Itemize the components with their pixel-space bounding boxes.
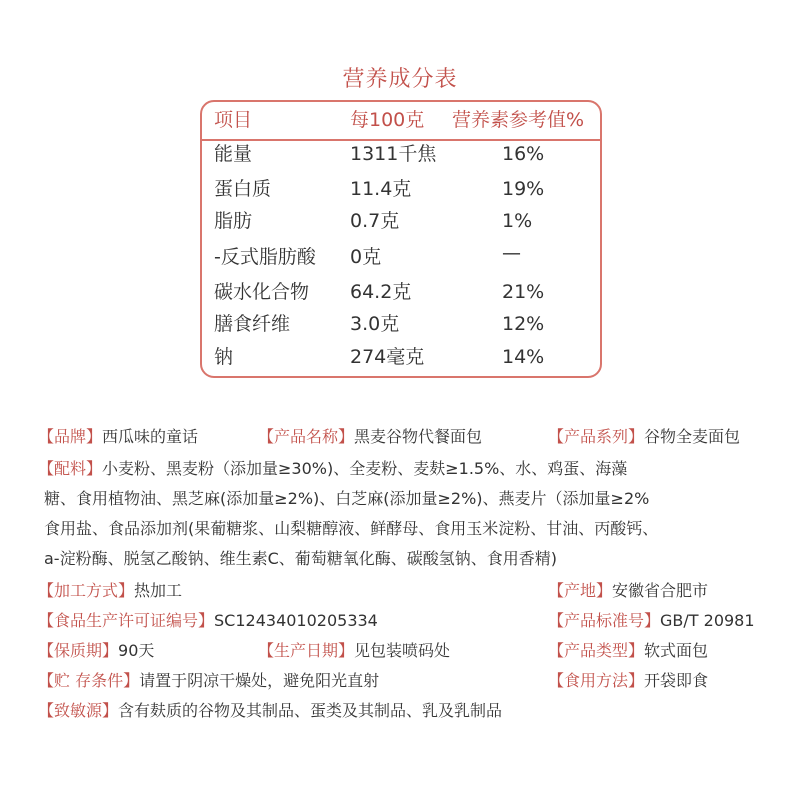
allergens-field — [38, 700, 502, 722]
ingredients-label: 【配料】 — [38, 459, 103, 478]
header-nrv: 营养素参考值% — [452, 109, 585, 131]
product-name-label: 【产品名称】 — [258, 427, 355, 446]
row-energy-name: 能量 — [214, 143, 253, 165]
product-type-field — [548, 640, 708, 662]
row-carbs-amount: 64.2克 — [350, 281, 412, 303]
shelf-life-field — [38, 640, 154, 662]
header-item: 项目 — [214, 109, 253, 131]
processing-label: 【加工方式】 — [38, 581, 135, 600]
row-fiber-amount: 3.0克 — [350, 313, 400, 335]
standard-value: GB/T 20981 — [660, 611, 755, 630]
allergens-label: 【致敏源】 — [38, 701, 119, 720]
row-fat-amount: 0.7克 — [350, 210, 400, 232]
product-series-field — [548, 426, 740, 448]
origin-field — [548, 580, 708, 602]
ingredients-line-1: 小麦粉、黑麦粉（添加量≥30%)、全麦粉、麦麸≥1.5%、水、鸡蛋、海藻 — [102, 459, 628, 478]
standard-label: 【产品标准号】 — [548, 611, 661, 630]
standard-field — [548, 610, 755, 632]
storage-field — [38, 670, 379, 692]
product-series-label: 【产品系列】 — [548, 427, 645, 446]
ingredients-line-4: a-淀粉酶、脱氢乙酸钠、维生素C、葡萄糖氧化酶、碳酸氢钠、食用香精) — [44, 549, 557, 568]
product-type-value: 软式面包 — [644, 641, 709, 660]
row-trans-fat-name: -反式脂肪酸 — [214, 246, 316, 268]
shelf-life-value: 90天 — [118, 641, 155, 660]
ingredients-line-3: 食用盐、食品添加剂(果葡糖浆、山梨糖醇液、鲜酵母、食用玉米淀粉、甘油、丙酸钙、 — [44, 519, 659, 538]
production-date-field — [258, 640, 450, 662]
row-sodium-amount: 274毫克 — [350, 346, 425, 368]
storage-label: 【贮 存条件】 — [38, 671, 140, 690]
row-sodium-name: 钠 — [214, 346, 234, 368]
license-value: SC12434010205334 — [214, 611, 378, 630]
row-fiber-nrv: 12% — [502, 313, 545, 335]
row-trans-fat-amount: 0克 — [350, 246, 382, 268]
brand-value: 西瓜味的童话 — [102, 427, 199, 446]
usage-field — [548, 670, 708, 692]
origin-value: 安徽省合肥市 — [612, 581, 709, 600]
production-date-label: 【生产日期】 — [258, 641, 355, 660]
storage-value: 请置于阴凉干燥处，避免阳光直射 — [139, 671, 380, 690]
row-carbs-nrv: 21% — [502, 281, 545, 303]
processing-value: 热加工 — [134, 581, 183, 600]
brand-field — [38, 426, 198, 448]
nutrition-table-title: 营养成分表 — [342, 67, 458, 92]
license-field — [38, 610, 378, 632]
ingredients-field — [38, 458, 627, 480]
row-fat-nrv: 1% — [502, 210, 533, 232]
usage-label: 【食用方法】 — [548, 671, 645, 690]
usage-value: 开袋即食 — [644, 671, 709, 690]
row-fat-name: 脂肪 — [214, 210, 253, 232]
row-protein-amount: 11.4克 — [350, 178, 412, 200]
row-fiber-name: 膳食纤维 — [214, 313, 291, 335]
production-date-value: 见包装喷码处 — [354, 641, 451, 660]
ingredients-line-2: 糖、食用植物油、黑芝麻(添加量≥2%)、白芝麻(添加量≥2%)、燕麦片（添加量≥2% — [44, 489, 650, 508]
row-trans-fat-nrv: — — [502, 242, 521, 264]
header-per-100g: 每100克 — [350, 109, 425, 131]
row-energy-amount: 1311千焦 — [350, 143, 437, 165]
row-sodium-nrv: 14% — [502, 346, 545, 368]
brand-label: 【品牌】 — [38, 427, 103, 446]
row-energy-nrv: 16% — [502, 143, 545, 165]
shelf-life-label: 【保质期】 — [38, 641, 119, 660]
license-label: 【食品生产许可证编号】 — [38, 611, 215, 630]
product-type-label: 【产品类型】 — [548, 641, 645, 660]
row-carbs-name: 碳水化合物 — [214, 281, 310, 303]
processing-field — [38, 580, 182, 602]
allergens-value: 含有麸质的谷物及其制品、蛋类及其制品、乳及乳制品 — [118, 701, 503, 720]
product-name-field — [258, 426, 482, 448]
row-protein-name: 蛋白质 — [214, 178, 272, 200]
product-series-value: 谷物全麦面包 — [644, 427, 741, 446]
origin-label: 【产地】 — [548, 581, 613, 600]
row-protein-nrv: 19% — [502, 178, 545, 200]
product-name-value: 黑麦谷物代餐面包 — [354, 427, 483, 446]
